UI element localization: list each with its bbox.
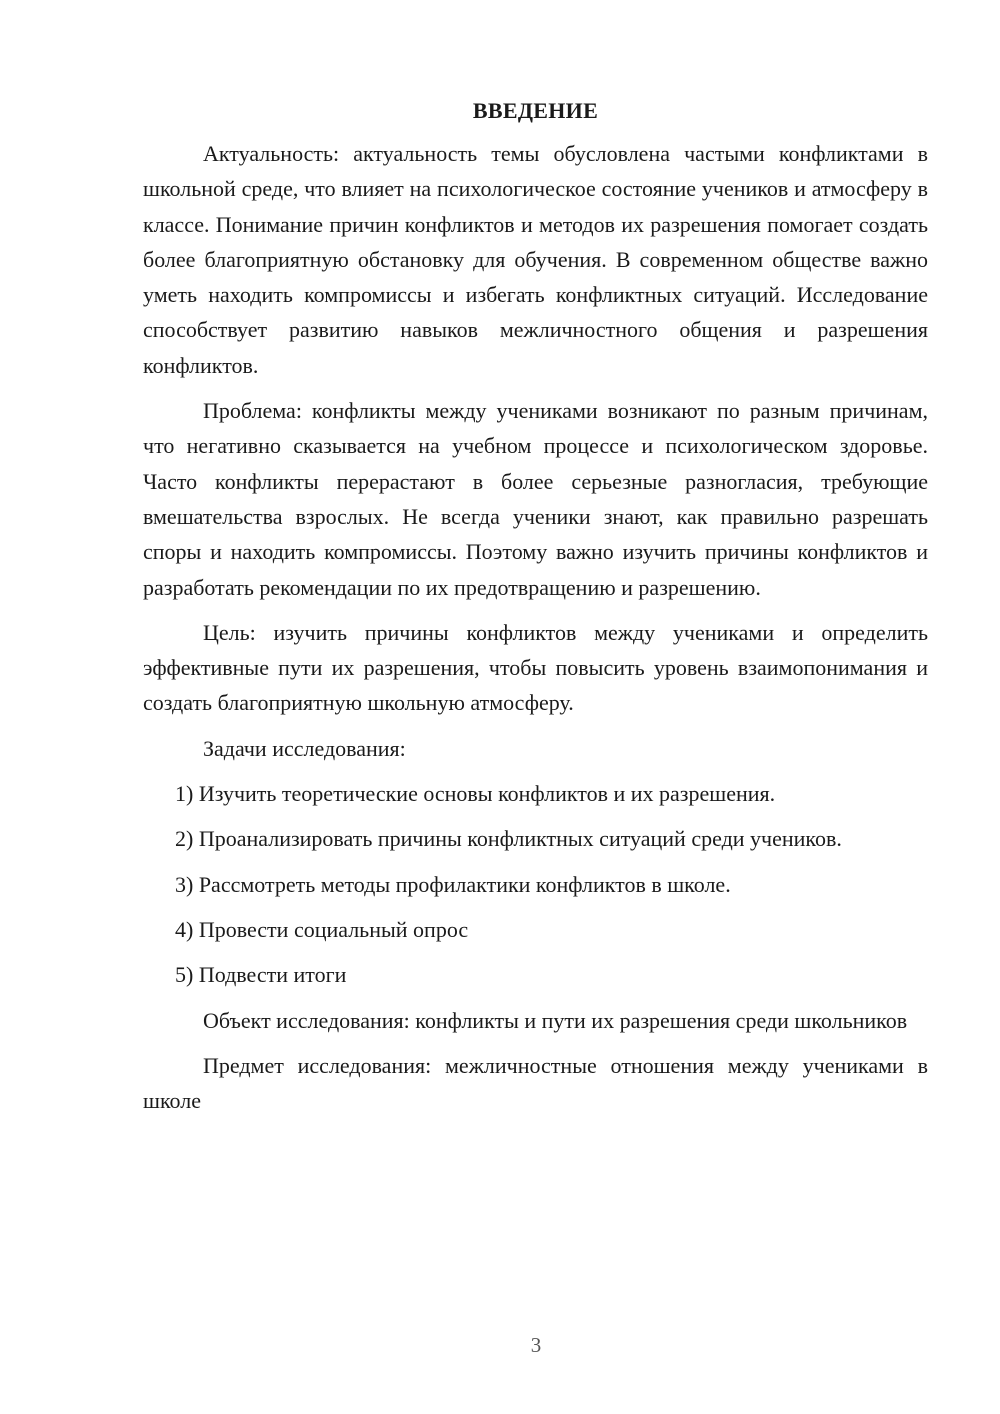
page-number: 3 (530, 1333, 542, 1357)
document-page (143, 94, 928, 1118)
paragraph-problem: Проблема: конфликты между учениками возникают по разным причинам, что негативно сказывается на учебном процессе и психологическом здоровье. Часто конфликты перерастают в более серьезные разногласия, требующие вмешательства взрослых. Не всегда ученики знают, как правильно разрешать споры и находить компромиссы. Поэтому важно изучить причины конфликтов и разработать рекомендации по их предотвращению и разрешению. (143, 398, 928, 600)
task-item-1: 1) Изучить теоретические основы конфликтов и их разрешения. (175, 781, 776, 807)
task-item-5: 5) Подвести итоги (175, 962, 347, 988)
page-title: ВВЕДЕНИЕ (472, 98, 599, 123)
tasks-heading: Задачи исследования: (203, 735, 406, 761)
paragraph-object: Объект исследования: конфликты и пути их разрешения среди школьников (203, 1007, 908, 1033)
paragraph-goal: Цель: изучить причины конфликтов между учениками и определить эффективные пути их разрешения, чтобы повысить уровень взаимопонимания и создать благоприятную школьную атмосферу. (143, 619, 928, 716)
task-item-2: 2) Проанализировать причины конфликтных ситуаций среди учеников. (175, 826, 842, 852)
paragraph-relevance: Актуальность: актуальность темы обусловлена частыми конфликтами в школьной среде, что влияет на психологическое состояние учеников и атмосферу в классе. Понимание причин конфликтов и методов их разрешения помогает создать более благоприятную обстановку для обучения. В современном обществе важно уметь находить компромиссы и избегать конфликтных ситуаций. Исследование способствует развитию навыков межличностного общения и разрешения конфликтов. (143, 141, 928, 378)
task-item-3: 3) Рассмотреть методы профилактики конфликтов в школе. (175, 871, 731, 897)
task-item-4: 4) Провести социальный опрос (175, 916, 469, 942)
paragraph-subject: Предмет исследования: межличностные отношения между учениками в школе (143, 1052, 928, 1114)
